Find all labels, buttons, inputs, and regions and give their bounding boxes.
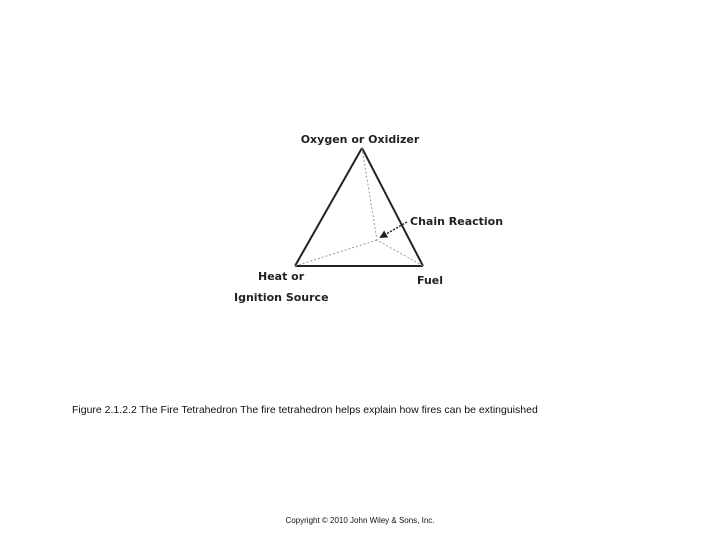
copyright-notice: Copyright © 2010 John Wiley & Sons, Inc. [285, 516, 435, 525]
center-label-chain-reaction: Chain Reaction [410, 215, 504, 228]
figure-caption: Figure 2.1.2.2 The Fire Tetrahedron The fire tetrahedron helps explain how fires can be extinguished [72, 404, 538, 416]
edge-top-left [295, 148, 362, 266]
vertex-label-oxygen: Oxygen or Oxidizer [300, 133, 420, 146]
vertex-label-heat: Heat or [258, 270, 305, 283]
vertex-label-fuel: Fuel [417, 274, 444, 287]
vertex-label-ignition: Ignition Source [234, 291, 329, 304]
edge-top-right [362, 148, 423, 266]
